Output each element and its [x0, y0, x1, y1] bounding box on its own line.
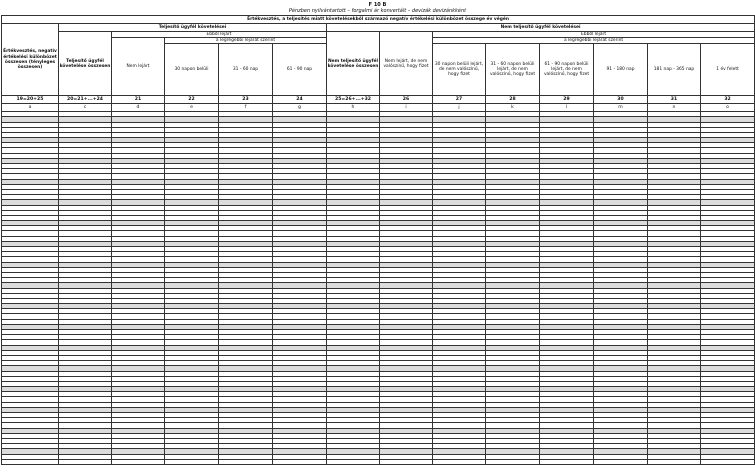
column-number: 19=20+25: [2, 96, 59, 104]
empty-cell[interactable]: [701, 459, 755, 464]
header-total-impairment: Értékvesztés, negatív értékelési különbözet összesen (tényleges összesen): [2, 24, 59, 96]
receivables-impairment-table: [1, 15, 755, 465]
column-letter: n: [648, 104, 701, 112]
header-nonperforming-181-365: 181 nap - 365 nap: [648, 44, 701, 96]
header-nonperforming-30: 30 napon belüli lejárt, de nem valószínű, hogy fizet: [433, 44, 486, 96]
column-number: 22: [165, 96, 219, 104]
column-number: 27: [433, 96, 486, 104]
empty-cell[interactable]: [112, 459, 165, 464]
column-number: 28: [486, 96, 540, 104]
header-nonperforming-31-60: 31 - 60 napon belüli lejárt, de nem valószínű, hogy fizet: [486, 44, 540, 96]
header-nonperforming-overdue-sub: a legrégebbi lejárat szerint: [433, 38, 755, 44]
column-number: 25=26+...+32: [327, 96, 380, 104]
header-nonperforming-over-1y: 1 év felett: [701, 44, 755, 96]
column-letter: i: [380, 104, 433, 112]
group-performing: Teljesítő ügyfél követelései: [59, 24, 327, 32]
empty-data-row: [2, 459, 755, 464]
empty-cell[interactable]: [2, 459, 59, 464]
column-letter: a: [2, 104, 59, 112]
header-performing-31-60: 31 - 60 nap: [219, 44, 273, 96]
column-number: 26: [380, 96, 433, 104]
column-letter: l: [540, 104, 594, 112]
empty-cell[interactable]: [433, 459, 486, 464]
empty-cell[interactable]: [380, 459, 433, 464]
column-letter: d: [112, 104, 165, 112]
column-letter: k: [486, 104, 540, 112]
column-letter: j: [433, 104, 486, 112]
column-letter: h: [327, 104, 380, 112]
empty-cell[interactable]: [219, 459, 273, 464]
empty-cell[interactable]: [165, 459, 219, 464]
column-letter: o: [701, 104, 755, 112]
header-performing-overdue-sub: a legrégebbi lejárat szerint: [165, 38, 327, 44]
column-number: 29: [540, 96, 594, 104]
column-letter-row: [2, 104, 755, 112]
empty-cell[interactable]: [273, 459, 327, 464]
empty-cell[interactable]: [327, 459, 380, 464]
header-performing-61-90: 61 - 90 nap: [273, 44, 327, 96]
form-subtitle: Pénzben nyilvántartott – forgalmi ár konvertált – devizák devizánkként: [288, 8, 467, 14]
column-number: 30: [594, 96, 648, 104]
column-number: 21: [112, 96, 165, 104]
header-performing-30: 30 napon belüli: [165, 44, 219, 96]
empty-cell[interactable]: [59, 459, 112, 464]
header-nonperforming-61-90: 61 - 90 napon belüli lejárt, de nem valószínű, hogy fizet: [540, 44, 594, 96]
column-number: 23: [219, 96, 273, 104]
empty-cell[interactable]: [486, 459, 540, 464]
header-performing-overdue: Ebből lejárt: [112, 32, 327, 38]
column-number: 31: [648, 96, 701, 104]
header-performing-notdue: Nem lejárt: [112, 38, 165, 96]
top-header: Értékvesztés, a teljesítés miatt követelésekből származó negatív értékelési különbözet összege év végén: [2, 16, 755, 24]
column-letter: f: [219, 104, 273, 112]
column-number: 20=21+...+24: [59, 96, 112, 104]
column-letter: c: [59, 104, 112, 112]
column-number: 32: [701, 96, 755, 104]
form-code: F 10 B: [368, 2, 387, 8]
column-number-row: [2, 96, 755, 104]
empty-cell[interactable]: [648, 459, 701, 464]
header-nonperforming-total: Nem teljesítő ügyfél követelése összesen: [327, 32, 380, 96]
empty-cell[interactable]: [540, 459, 594, 464]
header-performing-total: Teljesítő ügyfél követelése összesen: [59, 32, 112, 96]
column-number: 24: [273, 96, 327, 104]
header-nonperforming-91-180: 91 - 180 nap: [594, 44, 648, 96]
group-nonperforming: Nem teljesítő ügyfél követelései: [327, 24, 755, 32]
column-letter: m: [594, 104, 648, 112]
header-nonperforming-notdue: Nem lejárt, de nem valószínű, hogy fizet: [380, 32, 433, 96]
column-letter: e: [165, 104, 219, 112]
header-nonperforming-overdue: Ebből lejárt: [433, 32, 755, 38]
column-letter: g: [273, 104, 327, 112]
empty-cell[interactable]: [594, 459, 648, 464]
